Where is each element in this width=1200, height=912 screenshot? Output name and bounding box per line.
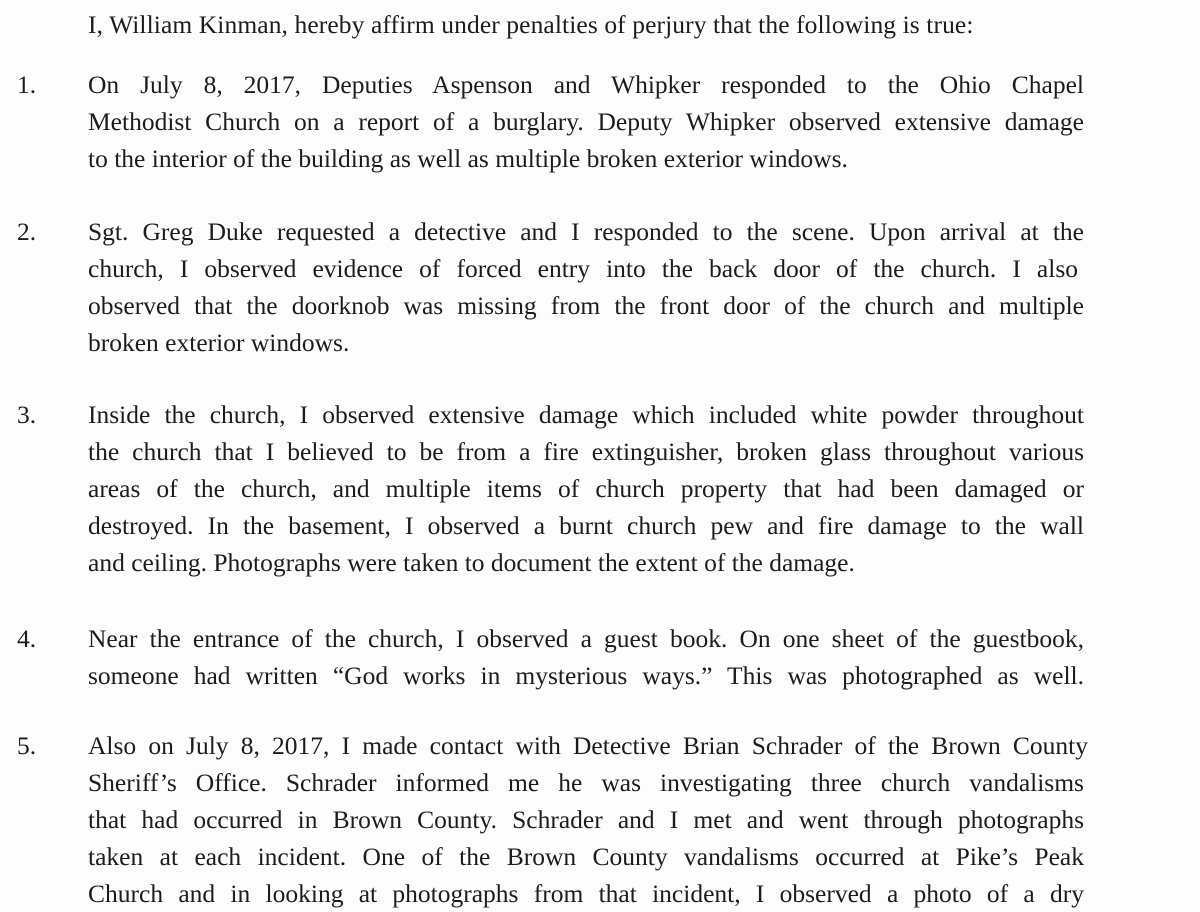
text-line: Church and in looking at photographs from that incident, I observed a photo of a dry: [88, 879, 1084, 908]
text-line: destroyed. In the basement, I observed a burnt church pew and fire damage to the wall: [88, 511, 1084, 540]
text-line: to the interior of the building as well as multiple broken exterior windows.: [88, 144, 848, 173]
text-line: Inside the church, I observed extensive damage which included white powder throughout: [88, 400, 1084, 429]
text-line: Sheriff’s Office. Schrader informed me he was investigating three church vandalisms: [88, 768, 1084, 797]
text-line: someone had written “God works in mysterious ways.” This was photographed as well.: [88, 661, 1084, 690]
text-line: Methodist Church on a report of a burglary. Deputy Whipker observed extensive damage: [88, 107, 1084, 136]
item-number: 1.: [17, 70, 37, 99]
text-line: areas of the church, and multiple items of church property that had been damaged or: [88, 474, 1084, 503]
text-line: Near the entrance of the church, I observed a guest book. On one sheet of the guestbook,: [88, 624, 1084, 653]
text-line: Also on July 8, 2017, I made contact with Detective Brian Schrader of the Brown County: [88, 731, 1088, 760]
item-number: 3.: [17, 400, 37, 429]
text-line: the church that I believed to be from a fire extinguisher, broken glass throughout various: [88, 437, 1084, 466]
text-line: broken exterior windows.: [88, 328, 350, 357]
item-text: [88, 620, 1088, 694]
text-line: On July 8, 2017, Deputies Aspenson and Whipker responded to the Ohio Chapel: [88, 70, 1084, 99]
item-text: [88, 66, 1088, 177]
item-number: 2.: [17, 217, 37, 246]
item-number: 4.: [17, 624, 37, 653]
text-line: church, I observed evidence of forced entry into the back door of the church. I also: [88, 254, 1078, 283]
text-line: Sgt. Greg Duke requested a detective and I responded to the scene. Upon arrival at the: [88, 217, 1084, 246]
text-line: and ceiling. Photographs were taken to document the extent of the damage.: [88, 548, 855, 577]
affirmation-statement: I, William Kinman, hereby affirm under penalties of perjury that the following is true:: [88, 10, 974, 39]
text-line: taken at each incident. One of the Brown County vandalisms occurred at Pike’s Peak: [88, 842, 1084, 871]
item-text: [88, 727, 1088, 912]
item-text: [88, 396, 1088, 581]
text-line: observed that the doorknob was missing from the front door of the church and multiple: [88, 291, 1084, 320]
item-text: [88, 213, 1088, 361]
text-line: that had occurred in Brown County. Schrader and I met and went through photographs: [88, 805, 1084, 834]
item-number: 5.: [17, 731, 37, 760]
